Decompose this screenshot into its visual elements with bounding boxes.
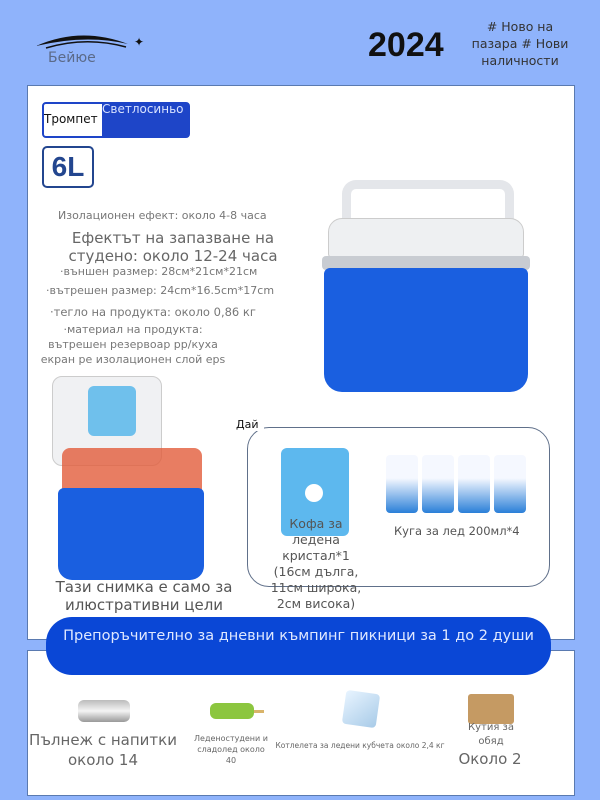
spec-outer-size: ·външен размер: 28см*21см*21см	[60, 265, 258, 278]
capacity-item-lunch-box: Около 2	[458, 750, 522, 768]
spec-insulation: Изолационен ефект: около 4-8 часа	[58, 209, 267, 222]
spec-cold-keeping: Ефектът на запазване на студено: около 12-24 часа	[68, 229, 278, 265]
svg-text:✦: ✦	[134, 35, 145, 49]
brand-name: Бейюе	[48, 50, 96, 66]
open-cooler-image	[48, 372, 208, 582]
brand-logo-icon	[36, 30, 146, 52]
spec-inner-size: ·вътрешен размер: 24cm*16.5cm*17cm	[46, 284, 275, 297]
can-icon	[78, 700, 130, 722]
color-option-trumpet[interactable]: Тромпет	[44, 112, 98, 126]
spec-material: ·материал на продукта: вътрешен резервоар pp/куха екран pe изолационен слой eps	[40, 323, 226, 366]
cooler-image	[318, 178, 538, 398]
gift-label: Дай	[236, 418, 264, 431]
gift-item-ice-box: Кофа за ледена кристал*1 (16см дълга, 11см широка, 2см висока)	[270, 516, 362, 611]
capacity-item-popsicles: Леденостудени и сладолед около 40	[194, 734, 268, 765]
capacity-item-lunch-box-label: Кутия за обяд	[468, 722, 514, 747]
year-title: 2024	[368, 26, 444, 64]
capacity-badge: 6L	[42, 146, 94, 188]
ice-cube-icon	[342, 690, 380, 728]
capacity-item-ice-cubes: Котлелета за ледени кубчета около 2,4 кг	[275, 741, 445, 750]
color-selector[interactable]	[42, 102, 190, 138]
spec-weight: ·тегло на продукта: около 0,86 кг	[50, 305, 256, 319]
ice-bag-icons	[386, 455, 526, 513]
photo-note: Тази снимка е само за илюстративни цели	[55, 578, 233, 614]
color-option-light-blue[interactable]: Светлосиньо	[102, 102, 184, 116]
lunch-box-icon	[468, 694, 514, 724]
popsicle-icon	[210, 703, 254, 719]
capacity-item-drinks: Пълнеж с напитки около 14	[29, 731, 177, 769]
recommendation-banner: Препоръчително за дневни къмпинг пикници за 1 до 2 души	[46, 617, 551, 675]
tagline: # Ново на пазара # Нови наличности	[471, 19, 569, 68]
gift-item-ice-bags: Куга за лед 200мл*4	[394, 524, 520, 538]
